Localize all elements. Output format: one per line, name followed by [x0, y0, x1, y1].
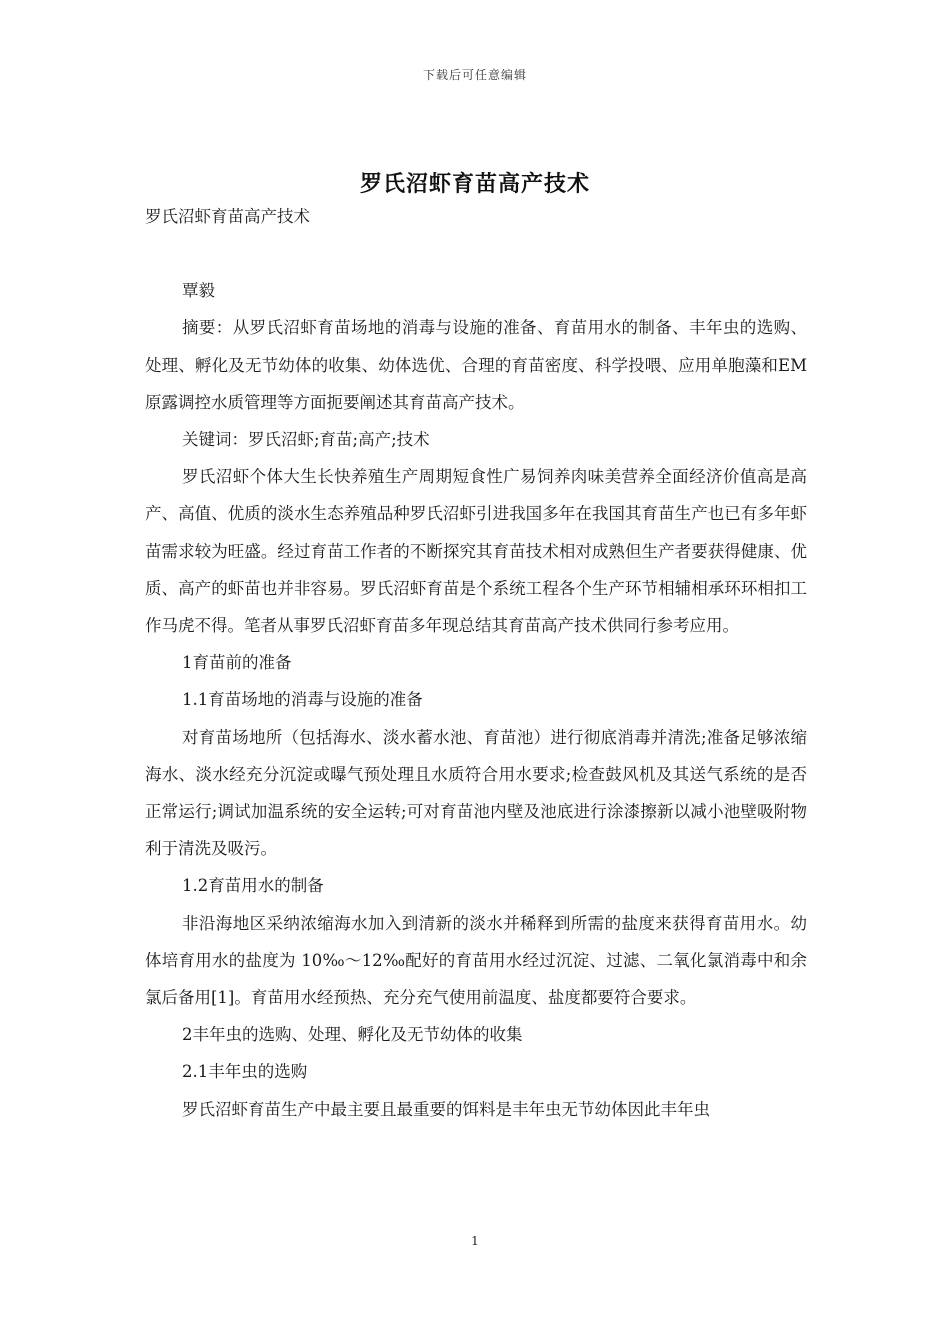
abstract-paragraph: 摘要：从罗氏沼虾育苗场地的消毒与设施的准备、育苗用水的制备、丰年虫的选购、处理、孵化及无节幼体的收集、幼体选优、合理的育苗密度、科学投喂、应用单胞藻和EM原露调控水质管理等方面扼要阐述其育苗高产技术。 — [145, 318, 807, 412]
section-heading: 1育苗前的准备 — [182, 653, 292, 673]
author-name: 覃毅 — [182, 281, 215, 301]
body-paragraph: 非沿海地区采纳浓缩海水加入到清新的淡水并稀释到所需的盐度来获得育苗用水。幼体培育用水的盐度为 10‰～12‰配好的育苗用水经过沉淀、过滤、二氧化氯消毒中和余氯后备用[1]。育苗用水经预热、充分充气使用前温度、盐度都要符合要求。 — [145, 913, 807, 1008]
subsection-heading: 1.1育苗场地的消毒与设施的准备 — [182, 690, 423, 710]
subsection-heading: 2.1丰年虫的选购 — [182, 1062, 308, 1082]
page-header-note: 下载后可任意编辑 — [422, 68, 527, 82]
document-body — [145, 198, 807, 1128]
body-paragraph: 对育苗场地所（包括海水、淡水蓄水池、育苗池）进行彻底消毒并清洗;准备足够浓缩海水、淡水经充分沉淀或曝气预处理且水质符合用水要求;检查鼓风机及其送气系统的是否正常运行;调试加温系统的安全运转;可对育苗池内壁及池底进行涂漆擦新以减小池壁吸附物利于清洗及吸污。 — [145, 727, 807, 859]
document-title: 罗氏沼虾育苗高产技术 — [359, 170, 590, 197]
intro-paragraph: 罗氏沼虾个体大生长快养殖生产周期短食性广易饲养肉味美营养全面经济价值高是高产、高值、优质的淡水生态养殖品种罗氏沼虾引进我国多年在我国其育苗生产也已有多年虾苗需求较为旺盛。经过育苗工作者的不断探究其育苗技术相对成熟但生产者要获得健康、优质、高产的虾苗也并非容易。罗氏沼虾育苗是个系统工程各个生产环节相辅相承环环相扣工作马虎不得。笔者从事罗氏沼虾育苗多年现总结其育苗高产技术供同行参考应用。 — [145, 467, 807, 636]
section-heading: 2丰年虫的选购、处理、孵化及无节幼体的收集 — [182, 1025, 523, 1045]
blank-line — [145, 235, 807, 272]
body-paragraph: 罗氏沼虾育苗生产中最主要且最重要的饵料是丰年虫无节幼体因此丰年虫 — [182, 1099, 710, 1119]
subsection-heading: 1.2育苗用水的制备 — [182, 876, 324, 896]
page-number: 1 — [471, 1234, 479, 1248]
keywords-line: 关键词：罗氏沼虾;育苗;高产;技术 — [182, 430, 430, 450]
document-subtitle: 罗氏沼虾育苗高产技术 — [145, 207, 310, 226]
